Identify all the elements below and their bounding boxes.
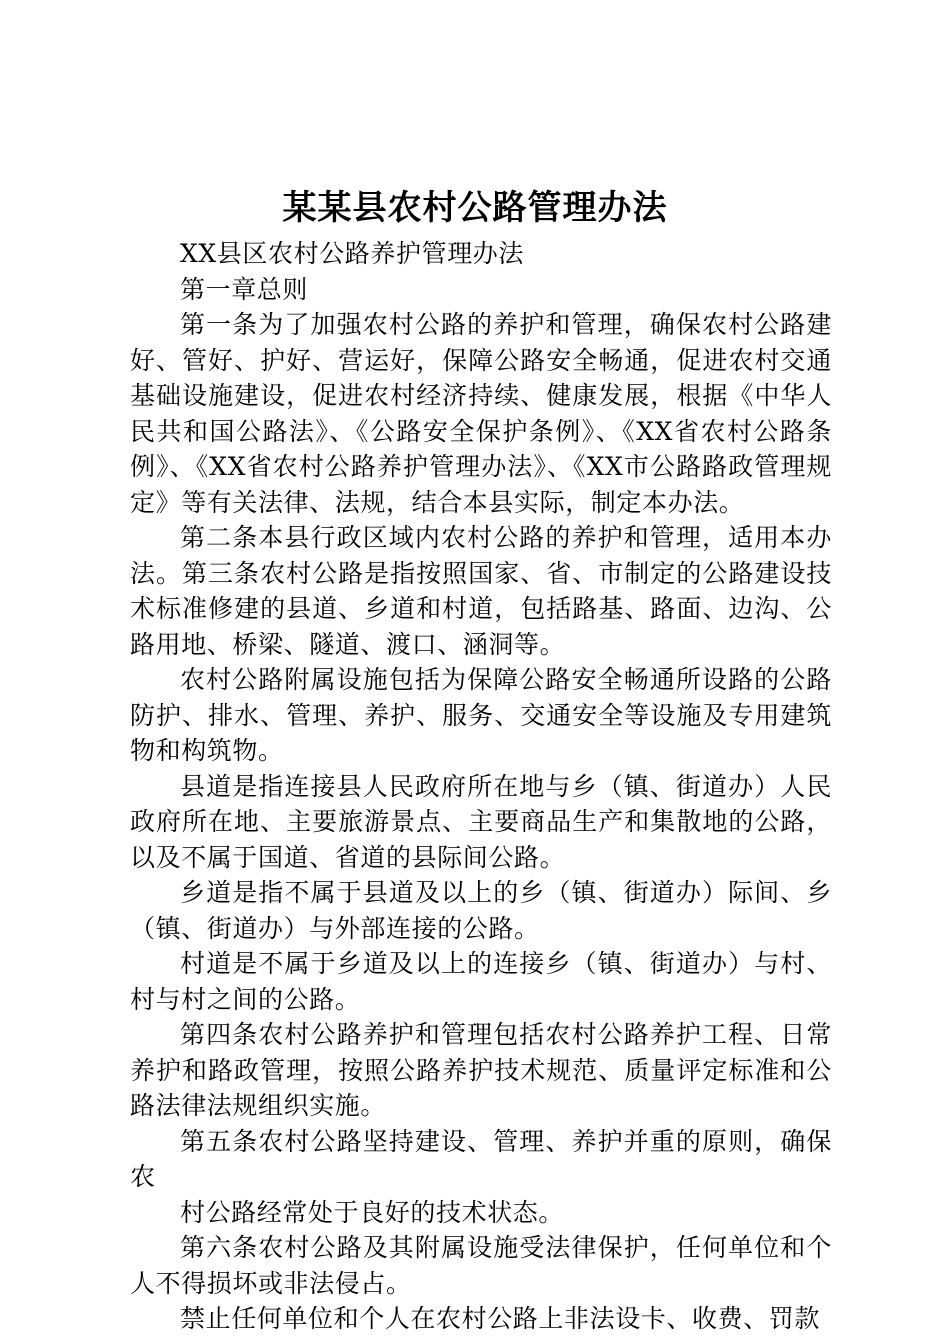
article-2-3-paragraph: 第二条本县行政区域内农村公路的养护和管理，适用本办法。第三条农村公路是指按照国家、省、市制定的公路建设技术标准修建的县道、乡道和村道，包括路基、路面、边沟、公路用地、桥梁、隧道、渡口、涵洞等。 <box>130 523 832 659</box>
prohibition-paragraph: 禁止任何单位和个人在农村公路上非法设卡、收费、罚款 <box>180 1304 821 1333</box>
article-6-paragraph: 第六条农村公路及其附属设施受法律保护，任何单位和个人不得损坏或非法侵占。 <box>130 1233 832 1298</box>
township-road-paragraph: 乡道是指不属于县道及以上的乡（镇、街道办）际间、乡（镇、街道办）与外部连接的公路。 <box>130 878 832 943</box>
article-1-paragraph: 第一条为了加强农村公路的养护和管理，确保农村公路建好、管好、护好、营运好，保障公路安全畅通，促进农村交通基础设施建设，促进农村经济持续、健康发展，根据《中华人民共和国公路法》、《公路安全保护条例》、《XX省农村公路条例》、《XX省农村公路养护管理办法》、《XX市公路路政管理规定》等有关法律、法规，结合本县实际，制定本办法。 <box>130 310 832 517</box>
subtitle-paragraph: XX县区农村公路养护管理办法 <box>180 239 524 268</box>
ancillary-facilities-paragraph: 农村公路附属设施包括为保障公路安全畅通所设路的公路防护、排水、管理、养护、服务、交通安全等设施及专用建筑物和构筑物。 <box>130 665 832 765</box>
chapter-heading: 第一章总则 <box>180 274 309 304</box>
article-5-paragraph: 第五条农村公路坚持建设、管理、养护并重的原则，确保农 <box>130 1126 832 1191</box>
article-4-paragraph: 第四条农村公路养护和管理包括农村公路养护工程、日常养护和路政管理，按照公路养护技术规范、质量评定标准和公路法律法规组织实施。 <box>130 1020 832 1120</box>
village-road-paragraph: 村道是不属于乡道及以上的连接乡（镇、街道办）与村、村与村之间的公路。 <box>130 949 832 1014</box>
county-road-paragraph: 县道是指连接县人民政府所在地与乡（镇、街道办）人民政府所在地、主要旅游景点、主要商品生产和集散地的公路，以及不属于国道、省道的县际间公路。 <box>130 771 832 872</box>
document-title: 某某县农村公路管理办法 <box>282 188 668 228</box>
document-body <box>130 236 832 1337</box>
article-5-continuation: 村公路经常处于良好的技术状态。 <box>180 1197 565 1227</box>
